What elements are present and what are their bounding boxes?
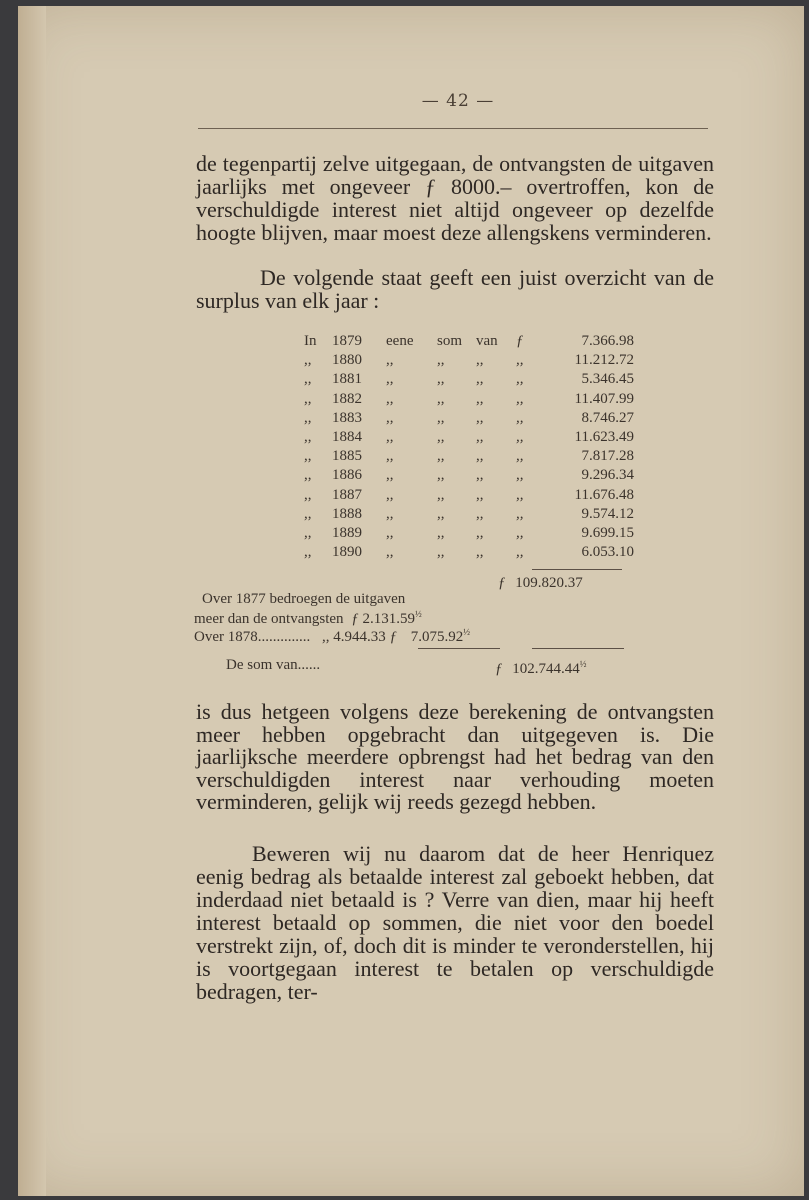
- total-amount: 109.820.37: [515, 575, 583, 591]
- ditto-mark: ,,: [386, 505, 394, 522]
- ditto-mark: ,,: [437, 352, 445, 369]
- over-1877-line-2: [194, 609, 422, 628]
- over-total-amount: 7.075.92: [410, 629, 464, 645]
- ditto-mark: ,,: [304, 486, 312, 503]
- ditto-mark: ,,: [386, 409, 394, 426]
- ditto-mark: ,,: [386, 390, 394, 407]
- ditto-mark: ,,: [304, 428, 312, 445]
- ditto-mark: ,,: [476, 428, 484, 445]
- eene-label: eene: [386, 333, 414, 349]
- ditto-mark: ,,: [437, 544, 445, 561]
- amount-cell: 11.676.48: [574, 486, 634, 503]
- amount-cell: 5.346.45: [581, 371, 634, 388]
- half-mark: ½: [579, 659, 587, 669]
- amount-cell: 11.212.72: [574, 352, 634, 369]
- ditto-mark: ,,: [304, 390, 312, 407]
- half-mark: ½: [463, 627, 470, 637]
- ditto-mark: ,,: [437, 409, 445, 426]
- ditto-mark: ,,: [304, 544, 312, 561]
- ditto-mark: ,,: [386, 544, 394, 561]
- paragraph-3: is dus hetgeen volgens deze berekening de ontvangsten meer hebben opgebracht dan uitgegeven is. Die jaarlijksche meerdere opbrengst had het bedrag van den verschuldigden interest naar verhouding moeten verminderen, gelijk wij reeds gezegd hebben.: [196, 699, 714, 815]
- ditto-mark: ,,: [437, 486, 445, 503]
- amount-cell: 6.053.10: [581, 544, 634, 561]
- ditto-mark: ,,: [516, 371, 524, 388]
- page-gutter: [18, 6, 46, 1196]
- over-1877-label: meer dan de ontvangsten: [194, 611, 344, 627]
- ditto-mark: ,,: [437, 371, 445, 388]
- ditto-mark: ,,: [516, 544, 524, 561]
- van-label: van: [476, 333, 498, 349]
- paragraph-1: de tegenpartij zelve uitgegaan, de ontvangsten de uitgaven jaarlijks met ongeveer ƒ 8000.– overtroffen, kon de verschuldigde interest niet altijd ongeveer op dezelfde hoogte blijven, maar moest deze allengskens verminderen.: [196, 151, 714, 245]
- ditto-mark: ,,: [476, 505, 484, 522]
- ditto-mark: ,,: [386, 524, 394, 541]
- ditto-mark: ,,: [516, 409, 524, 426]
- ditto-mark: ,,: [322, 629, 330, 645]
- paragraph-4-text: Beweren wij nu daarom dat de heer Henriquez eenig bedrag als betaalde interest zal geboekt hebben, dat inderdaad niet betaald is ? Verre van dien, maar hij heeft interest betaald op sommen, die niet voor den boedel verstrekt zijn, of, doch dit is minder te veronderstellen, hij is voortgegaan interest te betalen op verschuldigde bedragen, ter-: [196, 841, 714, 1004]
- ditto-mark: ,,: [476, 409, 484, 426]
- ditto-mark: ,,: [476, 467, 484, 484]
- amount-cell: 7.817.28: [581, 448, 634, 465]
- year-cell: 1882: [332, 390, 362, 407]
- paragraph-2: [196, 266, 714, 312]
- in-label: In: [304, 333, 317, 349]
- florin-sign: ƒ: [389, 629, 397, 645]
- ditto-mark: ,,: [386, 428, 394, 445]
- year-cell: 1883: [332, 409, 362, 426]
- ditto-mark: ,,: [516, 467, 524, 484]
- de-som-row: [495, 659, 587, 678]
- year-cell: 1887: [332, 486, 362, 503]
- ledger-row: [304, 352, 634, 371]
- ledger-row: [304, 391, 634, 410]
- year-cell: 1885: [332, 448, 362, 465]
- year-cell: 1880: [332, 352, 362, 369]
- florin-sign: ƒ: [351, 611, 359, 627]
- sum-rule-2: [418, 648, 500, 649]
- over-1878-row: [194, 627, 470, 646]
- over-1877-line-1: Over 1877 bedroegen de uitgaven: [202, 591, 406, 607]
- ditto-mark: ,,: [516, 505, 524, 522]
- amount-cell: 8.746.27: [581, 409, 634, 426]
- over-1878-label: Over 1878..............: [194, 629, 311, 645]
- ditto-mark: ,,: [516, 352, 524, 369]
- ledger-row: [304, 448, 634, 467]
- header-rule: [198, 128, 708, 129]
- year-cell: 1884: [332, 428, 362, 445]
- ditto-mark: ,,: [437, 390, 445, 407]
- ledger-row: [304, 525, 634, 544]
- ditto-mark: ,,: [304, 467, 312, 484]
- ledger-row: [304, 487, 634, 506]
- som-label: som: [437, 333, 463, 349]
- amount-cell: 9.699.15: [581, 524, 634, 541]
- amount-cell: 9.574.12: [581, 505, 634, 522]
- paragraph-2-text: De volgende staat geeft een juist overzicht van de surplus van elk jaar :: [196, 265, 714, 313]
- surplus-table: [304, 333, 634, 563]
- year-cell: 1888: [332, 505, 362, 522]
- sum-rule-3: [532, 648, 624, 649]
- half-mark: ½: [415, 609, 422, 619]
- ditto-mark: ,,: [476, 448, 484, 465]
- paragraph-4: [196, 842, 714, 1003]
- ditto-mark: ,,: [304, 352, 312, 369]
- sum-rule-1: [532, 569, 622, 570]
- ditto-mark: ,,: [304, 409, 312, 426]
- ledger-row: [304, 333, 634, 352]
- ditto-mark: ,,: [516, 390, 524, 407]
- florin-sign: ƒ: [516, 333, 524, 349]
- ditto-mark: ,,: [437, 467, 445, 484]
- amount-cell: 7.366.98: [581, 333, 634, 349]
- ditto-mark: ,,: [304, 524, 312, 541]
- ditto-mark: ,,: [516, 486, 524, 503]
- ledger-row: [304, 506, 634, 525]
- florin-sign: ƒ: [498, 575, 506, 591]
- document-page: [18, 6, 804, 1196]
- ditto-mark: ,,: [516, 448, 524, 465]
- ditto-mark: ,,: [386, 448, 394, 465]
- year-cell: 1890: [332, 544, 362, 561]
- page-number: — 42 —: [421, 91, 495, 111]
- ditto-mark: ,,: [437, 448, 445, 465]
- ditto-mark: ,,: [386, 486, 394, 503]
- ditto-mark: ,,: [437, 428, 445, 445]
- year-cell: 1886: [332, 467, 362, 484]
- total-row: [498, 575, 583, 592]
- ditto-mark: ,,: [476, 352, 484, 369]
- de-som-amount: 102.744.44: [512, 661, 580, 677]
- de-som-label: De som van......: [226, 657, 321, 673]
- year-cell: 1889: [332, 524, 362, 541]
- amount-cell: 11.623.49: [574, 428, 634, 445]
- ditto-mark: ,,: [304, 448, 312, 465]
- year-cell: 1881: [332, 371, 362, 388]
- ditto-mark: ,,: [476, 486, 484, 503]
- ditto-mark: ,,: [437, 524, 445, 541]
- amount-cell: 9.296.34: [581, 467, 634, 484]
- amount-cell: 11.407.99: [574, 390, 634, 407]
- ditto-mark: ,,: [304, 371, 312, 388]
- ditto-mark: ,,: [476, 524, 484, 541]
- ditto-mark: ,,: [476, 390, 484, 407]
- ledger-row: [304, 544, 634, 563]
- ledger-row: [304, 429, 634, 448]
- ledger-row: [304, 467, 634, 486]
- ditto-mark: ,,: [476, 371, 484, 388]
- over-1877-amount: 2.131.59: [362, 611, 416, 627]
- ditto-mark: ,,: [304, 505, 312, 522]
- ledger-row: [304, 410, 634, 429]
- ditto-mark: ,,: [437, 505, 445, 522]
- ditto-mark: ,,: [386, 467, 394, 484]
- ditto-mark: ,,: [476, 544, 484, 561]
- year-cell: 1879: [332, 333, 362, 349]
- ledger-row: [304, 371, 634, 390]
- ditto-mark: ,,: [516, 524, 524, 541]
- ditto-mark: ,,: [386, 371, 394, 388]
- ditto-mark: ,,: [516, 428, 524, 445]
- ditto-mark: ,,: [386, 352, 394, 369]
- florin-sign: ƒ: [495, 661, 503, 677]
- over-1878-amount: 4.944.33: [333, 629, 386, 645]
